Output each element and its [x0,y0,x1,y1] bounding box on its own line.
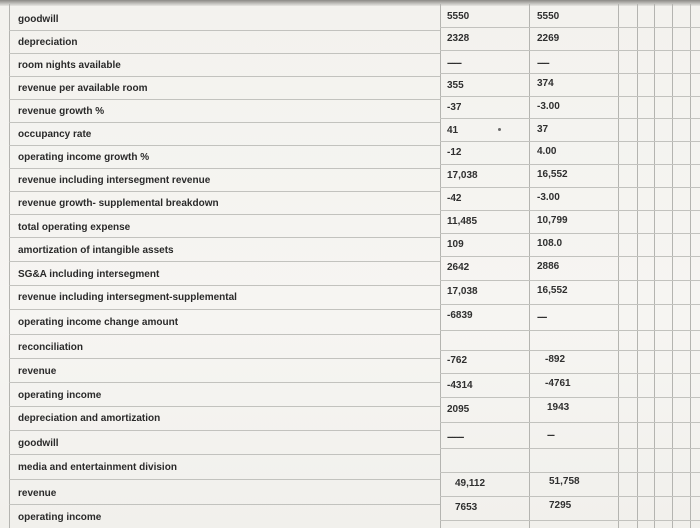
grid-hline [440,118,700,119]
row-label: amortization of intangible assets [18,245,174,256]
grid-hline [9,504,440,505]
row-label: goodwill [18,14,59,25]
value-col1: 5550 [447,11,470,22]
grid-hline [440,50,700,51]
value-col2: 16,552 [537,169,568,180]
grid-hline [9,454,440,455]
value-col1: -37 [447,102,462,113]
value-col1: 2328 [447,33,470,44]
value-col2: 37 [537,124,549,135]
value-col1: -762 [447,355,468,366]
grid-hline [9,99,440,100]
value-col2: ---- [537,312,547,323]
row-label: depreciation and amortization [18,413,161,424]
grid-hline [9,214,440,215]
value-col2: 374 [537,78,554,89]
grid-vline [529,4,530,528]
value-col1: -42 [447,193,462,204]
value-col1: 109 [447,239,464,250]
row-label: revenue growth % [18,106,105,117]
grid-hline [440,448,700,449]
row-label: revenue including intersegment revenue [18,175,211,186]
grid-hline [440,472,700,473]
grid-hline [9,53,440,54]
grid-hline [440,373,700,374]
grid-hline [440,141,700,142]
value-col1: 17,038 [447,286,478,297]
value-col2: 4.00 [537,146,557,157]
value-col2: 2269 [537,33,560,44]
grid-hline [440,496,700,497]
value-col1: 2095 [447,404,470,415]
value-col2: 2886 [537,261,560,272]
grid-hline [9,145,440,146]
value-col2: ----- [537,58,549,69]
grid-hline [9,430,440,431]
value-col2: 1943 [547,402,570,413]
value-col1: 7653 [455,502,478,513]
value-col2: 7295 [549,500,572,511]
grid-hline [440,73,700,74]
row-label: operating income [18,512,102,523]
value-col1: 49,112 [455,478,486,489]
grid-vline [672,4,673,528]
value-col2: -3.00 [537,101,560,112]
grid-hline [9,406,440,407]
grid-hline [440,233,700,234]
grid-hline [440,350,700,351]
grid-hline [440,27,700,28]
grid-hline [440,520,700,521]
value-col1: 355 [447,80,464,91]
grid-hline [440,397,700,398]
value-col2: 10,799 [537,215,568,226]
value-col2: 16,552 [537,285,568,296]
grid-hline [9,334,440,335]
value-col2: --- [547,430,554,441]
grid-hline [440,280,700,281]
row-label: room nights available [18,60,121,71]
value-col1: 11,485 [447,216,478,227]
value-col1: ------- [447,432,464,443]
row-label: depreciation [18,37,78,48]
grid-hline [9,30,440,31]
grid-hline [9,168,440,169]
grid-hline [440,210,700,211]
row-label: operating income change amount [18,317,179,328]
value-col2: -4761 [545,378,571,389]
stray-mark [498,128,501,131]
grid-vline [637,4,638,528]
grid-hline [440,187,700,188]
value-col1: -12 [447,147,462,158]
grid-vline [654,4,655,528]
grid-hline [9,122,440,123]
value-col1: 41 [447,125,459,136]
grid-hline [440,304,700,305]
row-label: media and entertainment division [18,462,177,473]
grid-hline [9,358,440,359]
row-label: revenue including intersegment-supplemental [18,292,237,303]
grid-vline [440,4,441,528]
grid-vline [9,4,10,528]
grid-vline [690,4,691,528]
grid-hline [9,479,440,480]
row-label: revenue [18,366,57,377]
row-label: occupancy rate [18,129,92,140]
row-label: total operating expense [18,222,131,233]
grid-hline [440,164,700,165]
row-label: reconciliation [18,342,84,353]
value-col2: 5550 [537,11,560,22]
value-col1: -4314 [447,380,473,391]
row-label: SG&A including intersegment [18,269,160,280]
grid-vline [618,4,619,528]
grid-hline [9,285,440,286]
grid-hline [9,76,440,77]
row-label: revenue [18,488,57,499]
grid-hline [440,256,700,257]
grid-hline [440,96,700,97]
top-edge-shadow [0,0,700,6]
value-col1: ------ [447,58,461,69]
row-label: operating income growth % [18,152,150,163]
row-label: goodwill [18,438,59,449]
value-col1: 2642 [447,262,470,273]
value-col2: -892 [545,354,566,365]
grid-hline [9,191,440,192]
value-col1: 17,038 [447,170,478,181]
grid-hline [440,422,700,423]
row-label: revenue growth- supplemental breakdown [18,198,219,209]
grid-hline [9,261,440,262]
grid-hline [9,237,440,238]
value-col2: 108.0 [537,238,563,249]
grid-hline [9,309,440,310]
grid-hline [440,330,700,331]
grid-hline [9,382,440,383]
row-label: operating income [18,390,102,401]
row-label: revenue per available room [18,83,148,94]
value-col2: -3.00 [537,192,560,203]
value-col1: -6839 [447,310,473,321]
value-col2: 51,758 [549,476,580,487]
